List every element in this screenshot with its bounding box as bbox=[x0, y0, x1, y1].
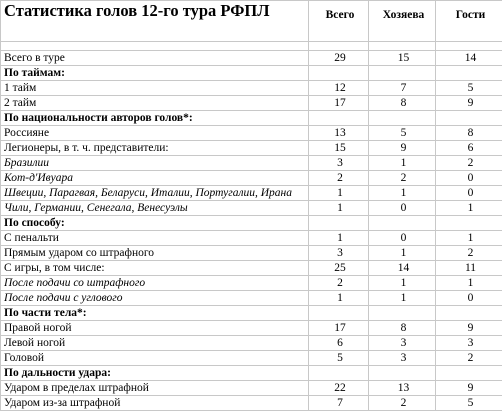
away-cell bbox=[436, 66, 502, 81]
home-cell: 1 bbox=[369, 246, 436, 261]
home-cell: 8 bbox=[369, 321, 436, 336]
table-row bbox=[1, 96, 502, 111]
away-cell: 0 bbox=[436, 291, 502, 306]
away-cell: 8 bbox=[436, 126, 502, 141]
row-label: Головой bbox=[1, 351, 309, 366]
table-row bbox=[1, 186, 502, 201]
section-label: По таймам: bbox=[1, 66, 309, 81]
total-cell: 3 bbox=[309, 156, 369, 171]
row-label: Легионеры, в т. ч. представители: bbox=[1, 141, 309, 156]
home-cell: 0 bbox=[369, 231, 436, 246]
home-cell: 5 bbox=[369, 126, 436, 141]
total-cell: 2 bbox=[309, 276, 369, 291]
total-cell: 2 bbox=[309, 171, 369, 186]
away-cell bbox=[436, 366, 502, 381]
total-cell: 12 bbox=[309, 81, 369, 96]
home-cell: 1 bbox=[369, 291, 436, 306]
spacer-row bbox=[1, 42, 502, 51]
home-cell: 8 bbox=[369, 96, 436, 111]
home-cell: 0 bbox=[369, 201, 436, 216]
total-cell: 29 bbox=[309, 51, 369, 66]
row-label: Чили, Германии, Сенегала, Венесуэлы bbox=[1, 201, 309, 216]
away-cell: 1 bbox=[436, 276, 502, 291]
header-row bbox=[1, 1, 502, 42]
total-cell: 13 bbox=[309, 126, 369, 141]
table-row bbox=[1, 336, 502, 351]
total-cell: 1 bbox=[309, 231, 369, 246]
table-row bbox=[1, 351, 502, 366]
total-cell: 22 bbox=[309, 381, 369, 396]
column-header-home: Хозяева bbox=[369, 1, 436, 42]
total-cell: 25 bbox=[309, 261, 369, 276]
table-row bbox=[1, 231, 502, 246]
column-header-total: Всего bbox=[309, 1, 369, 42]
table-row bbox=[1, 396, 502, 411]
table-row bbox=[1, 51, 502, 66]
total-cell: 7 bbox=[309, 396, 369, 411]
section-header-row bbox=[1, 306, 502, 321]
row-label: Бразилии bbox=[1, 156, 309, 171]
total-cell bbox=[309, 66, 369, 81]
home-cell bbox=[369, 306, 436, 321]
away-cell: 9 bbox=[436, 321, 502, 336]
home-cell: 1 bbox=[369, 156, 436, 171]
row-label: 2 тайм bbox=[1, 96, 309, 111]
home-cell: 9 bbox=[369, 141, 436, 156]
away-cell: 11 bbox=[436, 261, 502, 276]
home-cell: 2 bbox=[369, 396, 436, 411]
away-cell: 2 bbox=[436, 156, 502, 171]
away-cell bbox=[436, 111, 502, 126]
home-cell bbox=[369, 111, 436, 126]
row-label: После подачи с углового bbox=[1, 291, 309, 306]
row-label: С пенальти bbox=[1, 231, 309, 246]
away-cell: 0 bbox=[436, 171, 502, 186]
total-cell bbox=[309, 306, 369, 321]
table-row bbox=[1, 126, 502, 141]
home-cell: 1 bbox=[369, 276, 436, 291]
section-label: По национальности авторов голов*: bbox=[1, 111, 309, 126]
table-row bbox=[1, 201, 502, 216]
away-cell: 3 bbox=[436, 336, 502, 351]
row-label: После подачи со штрафного bbox=[1, 276, 309, 291]
total-cell bbox=[309, 216, 369, 231]
home-cell: 14 bbox=[369, 261, 436, 276]
away-cell: 14 bbox=[436, 51, 502, 66]
table-row bbox=[1, 156, 502, 171]
total-cell: 15 bbox=[309, 141, 369, 156]
total-cell bbox=[309, 366, 369, 381]
row-label: Кот-д'Ивуара bbox=[1, 171, 309, 186]
total-cell: 3 bbox=[309, 246, 369, 261]
section-header-row bbox=[1, 366, 502, 381]
home-cell bbox=[369, 216, 436, 231]
section-label: По дальности удара: bbox=[1, 366, 309, 381]
total-cell: 1 bbox=[309, 201, 369, 216]
home-cell: 3 bbox=[369, 336, 436, 351]
row-label: 1 тайм bbox=[1, 81, 309, 96]
table-body bbox=[1, 51, 502, 411]
away-cell: 5 bbox=[436, 81, 502, 96]
section-header-row bbox=[1, 66, 502, 81]
away-cell bbox=[436, 216, 502, 231]
table-row bbox=[1, 141, 502, 156]
table-row bbox=[1, 276, 502, 291]
table-row bbox=[1, 171, 502, 186]
away-cell bbox=[436, 306, 502, 321]
away-cell: 2 bbox=[436, 246, 502, 261]
table-row bbox=[1, 291, 502, 306]
total-cell: 17 bbox=[309, 96, 369, 111]
home-cell: 15 bbox=[369, 51, 436, 66]
total-cell bbox=[309, 111, 369, 126]
table-row bbox=[1, 81, 502, 96]
row-label: Ударом из-за штрафной bbox=[1, 396, 309, 411]
table-row bbox=[1, 381, 502, 396]
row-label: Россияне bbox=[1, 126, 309, 141]
section-label: По способу: bbox=[1, 216, 309, 231]
away-cell: 6 bbox=[436, 141, 502, 156]
table-row bbox=[1, 261, 502, 276]
home-cell: 2 bbox=[369, 171, 436, 186]
section-header-row bbox=[1, 216, 502, 231]
table-row bbox=[1, 246, 502, 261]
total-cell: 5 bbox=[309, 351, 369, 366]
row-label: Левой ногой bbox=[1, 336, 309, 351]
away-cell: 5 bbox=[436, 396, 502, 411]
home-cell: 7 bbox=[369, 81, 436, 96]
away-cell: 0 bbox=[436, 186, 502, 201]
section-label: По части тела*: bbox=[1, 306, 309, 321]
row-label: Прямым ударом со штрафного bbox=[1, 246, 309, 261]
row-label: Ударом в пределах штрафной bbox=[1, 381, 309, 396]
table-title: Статистика голов 12-го тура РФПЛ bbox=[1, 1, 309, 42]
column-header-away: Гости bbox=[436, 1, 502, 42]
home-cell bbox=[369, 366, 436, 381]
total-cell: 17 bbox=[309, 321, 369, 336]
home-cell: 13 bbox=[369, 381, 436, 396]
away-cell: 2 bbox=[436, 351, 502, 366]
total-cell: 1 bbox=[309, 186, 369, 201]
home-cell bbox=[369, 66, 436, 81]
table-row bbox=[1, 321, 502, 336]
home-cell: 1 bbox=[369, 186, 436, 201]
total-cell: 1 bbox=[309, 291, 369, 306]
row-label: С игры, в том числе: bbox=[1, 261, 309, 276]
away-cell: 1 bbox=[436, 201, 502, 216]
away-cell: 9 bbox=[436, 96, 502, 111]
row-label: Швеции, Парагвая, Беларуси, Италии, Португалии, Ирана bbox=[1, 186, 309, 201]
total-cell: 6 bbox=[309, 336, 369, 351]
row-label: Всего в туре bbox=[1, 51, 309, 66]
away-cell: 9 bbox=[436, 381, 502, 396]
away-cell: 1 bbox=[436, 231, 502, 246]
section-header-row bbox=[1, 111, 502, 126]
home-cell: 3 bbox=[369, 351, 436, 366]
row-label: Правой ногой bbox=[1, 321, 309, 336]
